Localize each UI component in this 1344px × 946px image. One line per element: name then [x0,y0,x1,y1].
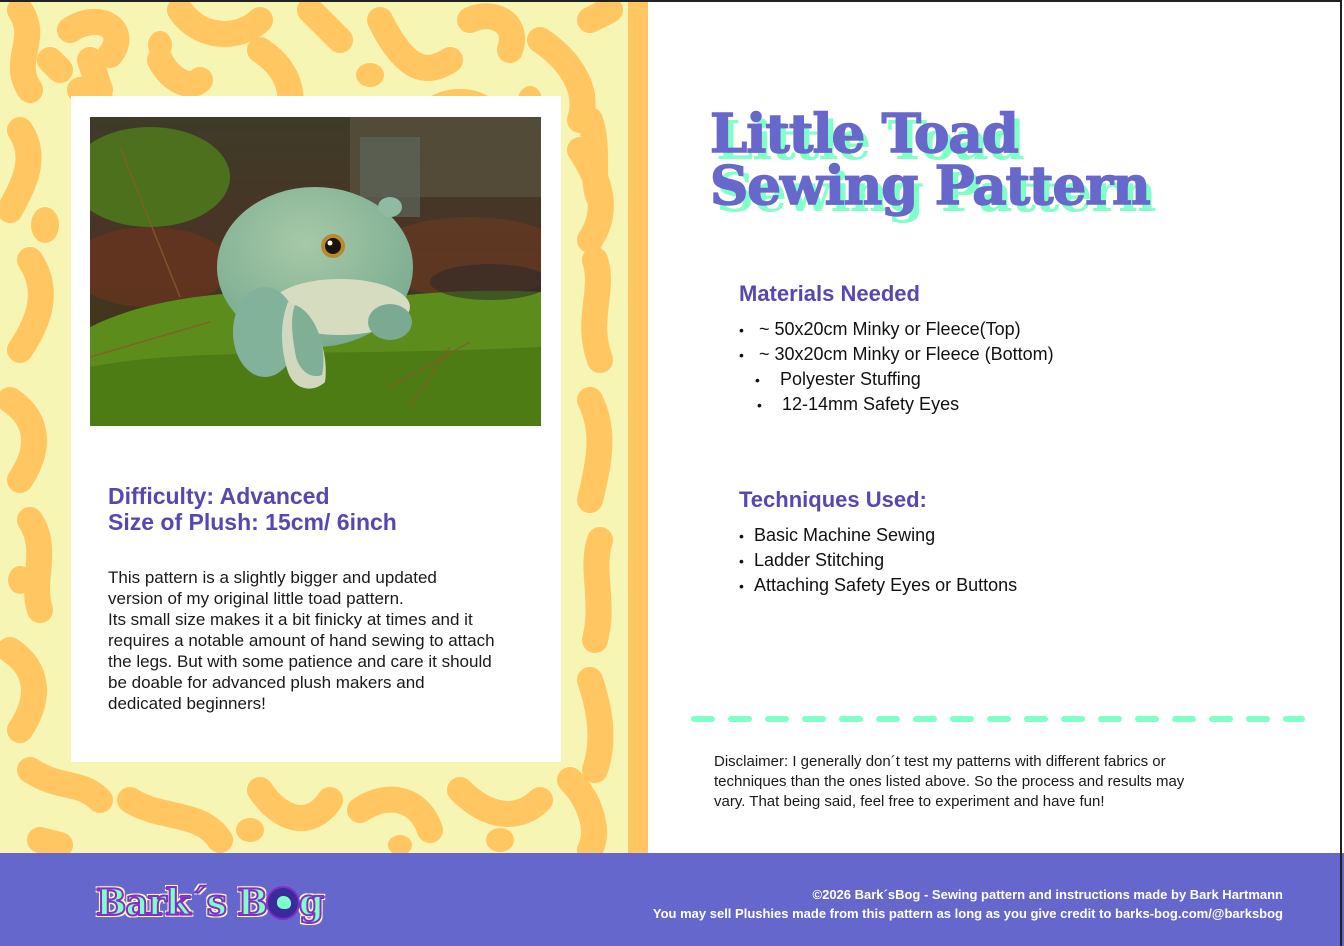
orange-divider-strip [628,0,648,853]
footer-credits [653,885,1283,923]
title-line-2: Sewing Pattern [710,155,1150,217]
description-line: the legs. But with some patience and care it should [108,652,492,671]
description-line: dedicated beginners! [108,694,266,713]
bullet-icon: • [739,322,744,338]
dashed-divider [691,716,1305,722]
frog-logo-icon [268,888,298,918]
bullet-icon: • [755,372,760,388]
copyright-text: ©2026 Bark´sBog - Sewing pattern and instructions made by Bark Hartmann [812,887,1283,902]
materials-section [739,281,1054,417]
description-line: requires a notable amount of hand sewing to attach [108,631,495,650]
pattern-description [108,567,538,714]
techniques-heading: Techniques Used: [739,487,927,512]
toad-photo-illustration [90,117,541,426]
bullet-icon: • [739,553,744,569]
description-line: be doable for advanced plush makers and [108,673,425,692]
bullet-icon: • [739,578,744,594]
list-item: • 12-14mm Safety Eyes [739,392,1054,417]
title-line-1: Little Toad [710,103,1018,165]
bullet-icon: • [739,528,744,544]
list-item: • Polyester Stuffing [739,367,1054,392]
list-item: • ~ 30x20cm Minky or Fleece (Bottom) [739,342,1054,367]
page-title [710,103,1150,217]
description-line: version of my original little toad pattern. [108,589,404,608]
techniques-list [739,523,1017,598]
disclaimer-text: Disclaimer: I generally don´t test my patterns with different fabrics or techniques than the ones listed above. So the process and results may vary. That being said, feel free to experiment and have fun! [714,753,1185,810]
description-line: Its small size makes it a bit finicky at times and it [108,610,473,629]
list-item: • ~ 50x20cm Minky or Fleece(Top) [739,317,1054,342]
materials-heading: Materials Needed [739,281,920,306]
difficulty-label: Difficulty: Advanced [108,483,330,509]
list-item: • Ladder Stitching [739,548,1017,573]
list-item: • Basic Machine Sewing [739,523,1017,548]
description-line: This pattern is a slightly bigger and updated [108,568,437,587]
bullet-icon: • [757,397,762,413]
footer [0,853,1344,946]
plush-size-label: Size of Plush: 15cm/ 6inch [108,509,397,535]
card-info [108,483,538,714]
barks-bog-logo: Bark´s B g [96,882,324,924]
info-card [71,96,561,762]
list-item: • Attaching Safety Eyes or Buttons [739,573,1017,598]
techniques-section [739,487,1017,598]
bullet-icon: • [739,347,744,363]
license-text: You may sell Plushies made from this pattern as long as you give credit to barks-bog.com/@barksbog [652,906,1283,921]
toad-plush-photo [90,117,541,426]
materials-list [739,317,1054,417]
